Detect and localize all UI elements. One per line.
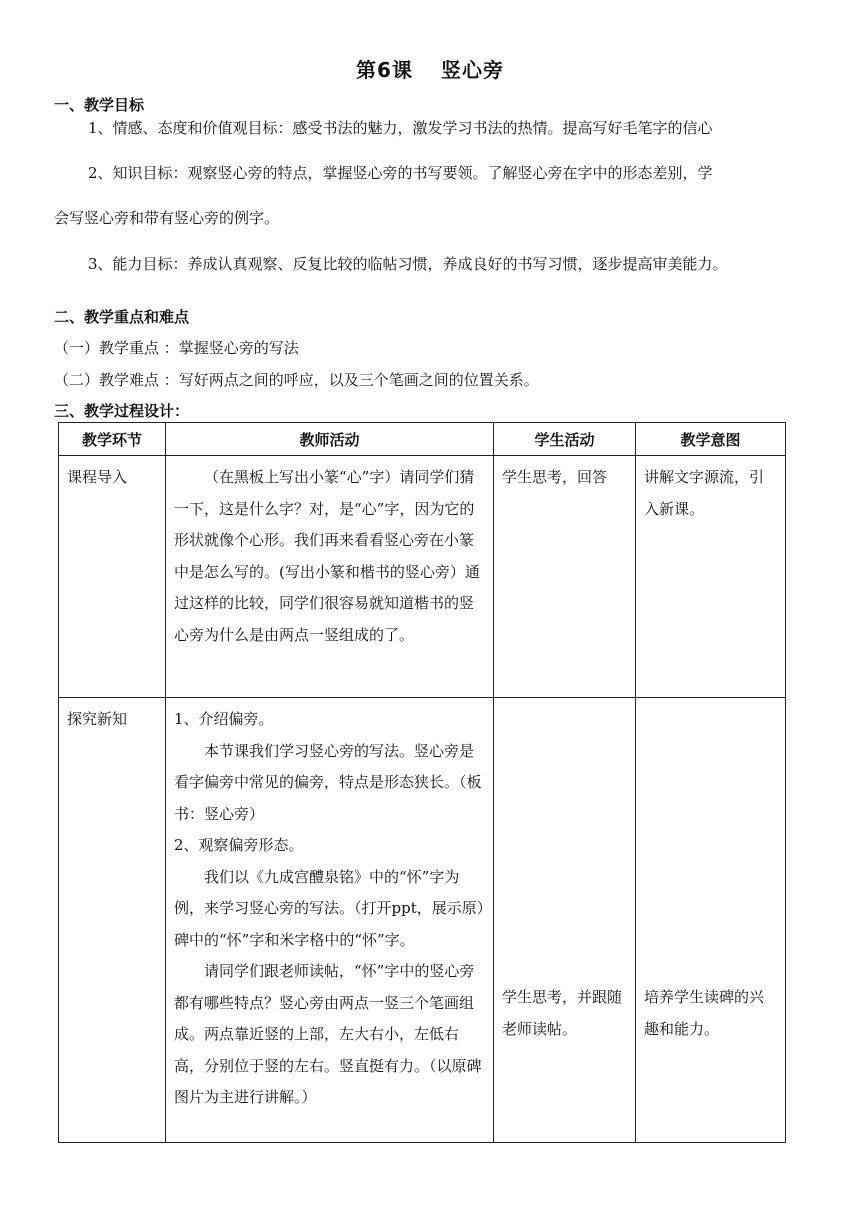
lesson-name: 竖心旁 [440, 58, 504, 82]
goal-2-line-2: 会写竖心旁和带有竖心旁的例字。 [54, 209, 280, 227]
row2-intent: 培养学生读碑的兴趣和能力。 [644, 988, 765, 1038]
table-cell [636, 698, 786, 1143]
table-cell [59, 456, 166, 698]
teacher-step-2: 2、观察偏旁形态。 [174, 836, 304, 854]
lesson-number: 第6课 [356, 58, 413, 82]
lesson-title [0, 54, 860, 83]
row2-student-activity: 学生思考，并跟随老师读帖。 [502, 988, 623, 1038]
goal-1: 1、情感、态度和价值观目标：感受书法的魅力，激发学习书法的热情。提高写好毛笔字的信心 [88, 119, 713, 137]
row1-stage: 课程导入 [67, 468, 128, 486]
process-table [58, 422, 786, 1143]
header-teacher: 教师活动 [166, 423, 494, 456]
table-cell [166, 698, 494, 1143]
section-heading-goals: 一、教学目标 [54, 96, 145, 114]
header-stage: 教学环节 [59, 423, 166, 456]
goal-3: 3、能力目标：养成认真观察、反复比较的临帖习惯，养成良好的书写习惯，逐步提高审美能力。 [88, 255, 728, 273]
table-row [59, 698, 786, 1143]
difficulty-point: （二）教学难点 ：写好两点之间的呼应，以及三个笔画之间的位置关系。 [54, 371, 539, 389]
table-cell [59, 698, 166, 1143]
header-student: 学生活动 [494, 423, 636, 456]
table-row [59, 456, 786, 698]
row2-teacher-activity [166, 698, 493, 1120]
row1-student-activity: 学生思考，回答 [502, 468, 608, 486]
row1-intent: 讲解文字源流，引入新课。 [644, 468, 765, 518]
teacher-step-1: 1、介绍偏旁。 [174, 710, 274, 728]
row2-stage: 探究新知 [67, 710, 128, 728]
table-cell [494, 456, 636, 698]
table-cell [166, 456, 494, 698]
teacher-step-2-reading: 请同学们跟老师读帖，“怀”字中的竖心旁都有哪些特点？竖心旁由两点一竖三个笔画组成。两点靠近竖的上部，左大右小，左低右高，分别位于竖的左右。竖直挺有力。（以原碑图片为主进行讲解。） [174, 962, 482, 1106]
table-header-row [59, 423, 786, 456]
row1-teacher-activity: （在黑板上写出小篆“心”字）请同学们猜一下，这是什么字？对，是“心”字，因为它的形状就像个心形。我们再来看看竖心旁在小篆中是怎么写的。(写出小篆和楷书的竖心旁）通过这样的比较，同学们很容易就知道楷书的竖心旁为什么是由两点一竖组成的了。 [174, 468, 480, 644]
teacher-step-2-detail: 我们以《九成宫醴泉铭》中的“怀”字为例，来学习竖心旁的写法。（打开ppt，展示原）碑中的“怀”字和米字格中的“怀”字。 [174, 867, 485, 949]
table-cell [636, 456, 786, 698]
key-point: （一）教学重点 ：掌握竖心旁的写法 [54, 339, 299, 357]
header-intent: 教学意图 [636, 423, 786, 456]
section-heading-process: 三、教学过程设计： [54, 402, 190, 420]
goal-2-line-1: 2、知识目标：观察竖心旁的特点，掌握竖心旁的书写要领。了解竖心旁在字中的形态差别，学 [88, 164, 713, 182]
section-heading-key-points: 二、教学重点和难点 [54, 308, 190, 326]
table-cell [494, 698, 636, 1143]
teacher-step-1-detail: 本节课我们学习竖心旁的写法。竖心旁是看字偏旁中常见的偏旁，特点是形态狭长。（板书：竖心旁） [174, 741, 482, 823]
